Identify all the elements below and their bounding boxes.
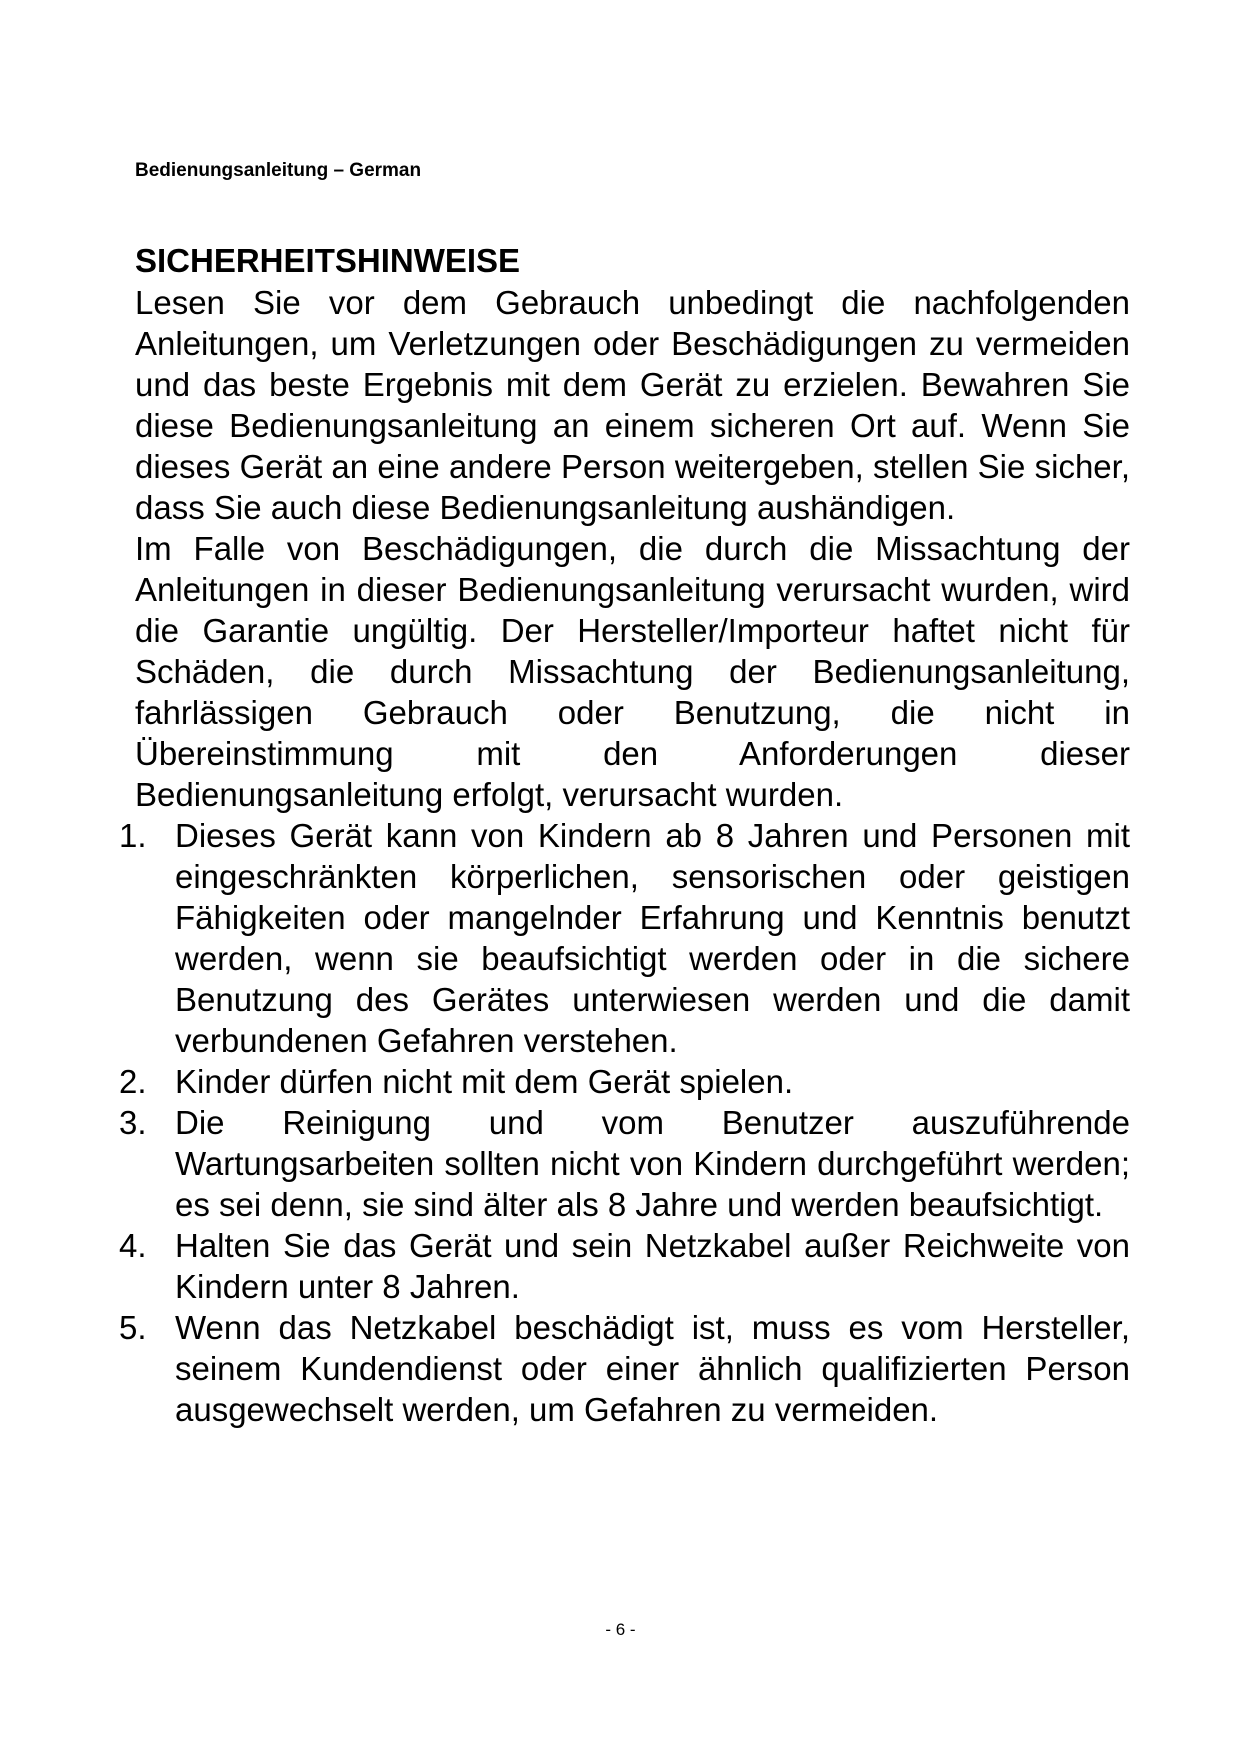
list-item: [119, 1102, 1130, 1225]
list-item-number: 2.: [119, 1063, 147, 1101]
warranty-paragraph: Im Falle von Beschädigungen, die durch die Missachtung der Anleitungen in dieser Bedienungsanleitung verursacht wurden, wird die Garantie ungültig. Der Hersteller/Importeur haftet nicht für Schäden, die durch Missachtung der Bedienungsanleitung, fahrlässigen Gebrauch oder Benutzung, die nicht in Übereinstimmung mit den Anforderungen dieser Bedienungsanleitung erfolgt, verursacht wurden.: [135, 530, 1130, 814]
list-item-text: Dieses Gerät kann von Kindern ab 8 Jahren und Personen mit eingeschränkten körperlichen, sensorischen oder geistigen Fähigkeiten oder mangelnder Erfahrung und Kenntnis benutzt werden, wenn sie beaufsichtigt werden oder in die sichere Benutzung des Gerätes unterwiesen werden und die damit verbundenen Gefahren verstehen.: [175, 817, 1130, 1060]
list-item-number: 1.: [119, 817, 147, 855]
list-item: [119, 815, 1130, 1061]
list-item: [119, 1225, 1130, 1307]
safety-section: [119, 240, 1130, 1430]
list-item: [119, 1061, 1130, 1102]
section-title: SICHERHEITSHINWEISE: [135, 242, 521, 279]
safety-list: [119, 815, 1130, 1430]
list-item-number: 4.: [119, 1227, 147, 1265]
list-item-text: Kinder dürfen nicht mit dem Gerät spielen.: [175, 1063, 794, 1101]
list-item-text: Halten Sie das Gerät und sein Netzkabel außer Reichweite von Kindern unter 8 Jahren.: [175, 1227, 1130, 1306]
header-label: Bedienungsanleitung – German: [135, 160, 422, 181]
list-item: [119, 1307, 1130, 1430]
list-item-number: 3.: [119, 1104, 147, 1142]
list-item-number: 5.: [119, 1309, 147, 1347]
intro-paragraph: Lesen Sie vor dem Gebrauch unbedingt die nachfolgenden Anleitungen, um Verletzungen oder Beschädigungen zu vermeiden und das beste Ergebnis mit dem Gerät zu erzielen. Bewahren Sie diese Bedienungsanleitung an einem sicheren Ort auf. Wenn Sie dieses Gerät an eine andere Person weitergeben, stellen Sie sicher, dass Sie auch diese Bedienungsanleitung aushändigen.: [135, 284, 1130, 527]
list-item-text: Die Reinigung und vom Benutzer auszuführende Wartungsarbeiten sollten nicht von Kindern durchgeführt werden; es sei denn, sie sind älter als 8 Jahre und werden beaufsichtigt.: [175, 1104, 1130, 1224]
page-number: - 6 -: [605, 1620, 636, 1639]
list-item-text: Wenn das Netzkabel beschädigt ist, muss es vom Hersteller, seinem Kundendienst oder einer ähnlich qualifizierten Person ausgewechselt werden, um Gefahren zu vermeiden.: [175, 1309, 1130, 1429]
